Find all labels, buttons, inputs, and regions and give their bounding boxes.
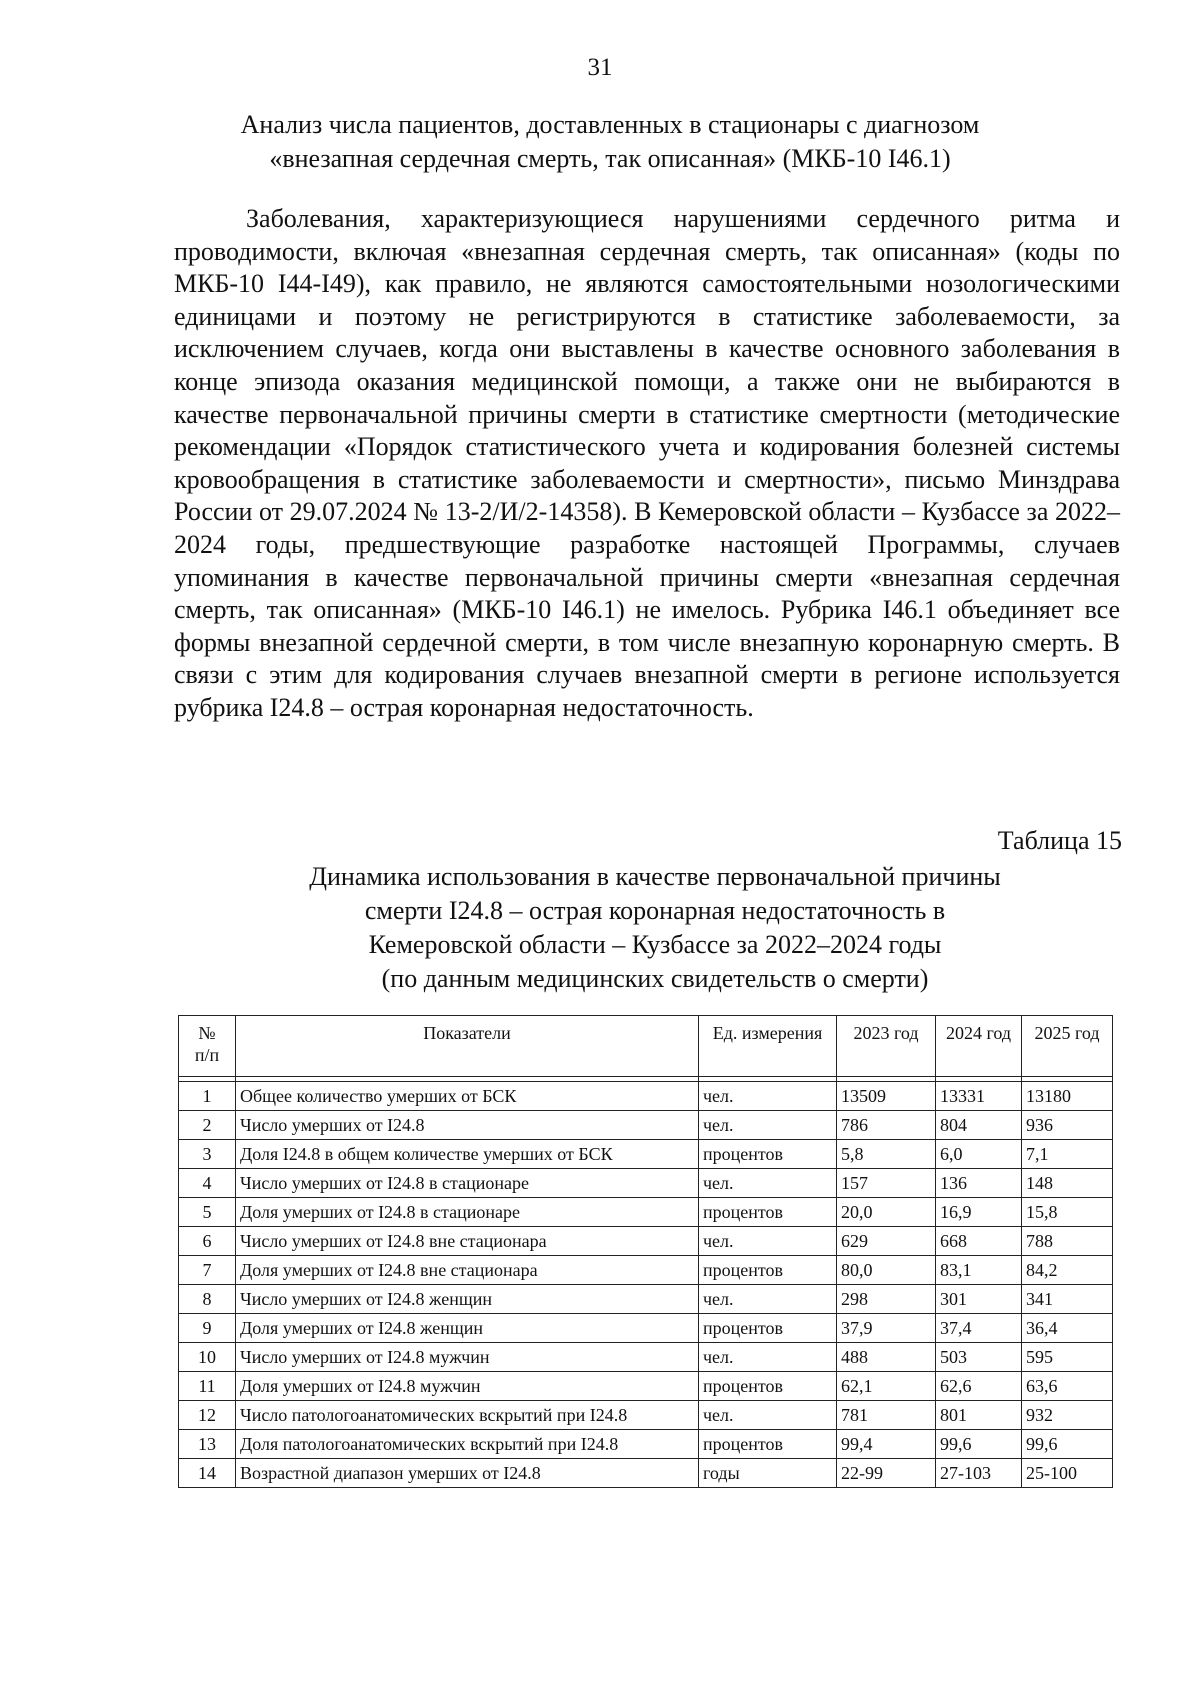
row-value-2023: 786 xyxy=(837,1111,936,1140)
row-value-2023: 781 xyxy=(837,1401,936,1430)
row-value-2024: 136 xyxy=(936,1169,1022,1198)
table-row xyxy=(179,1111,1113,1140)
row-unit: процентов xyxy=(699,1314,837,1343)
row-value-2024: 13331 xyxy=(936,1082,1022,1111)
row-number: 1 xyxy=(179,1082,236,1111)
row-value-2023: 629 xyxy=(837,1227,936,1256)
row-unit: процентов xyxy=(699,1430,837,1459)
table-title-line: смерти I24.8 – острая коронарная недостаточность в xyxy=(364,896,946,925)
row-value-2024: 668 xyxy=(936,1227,1022,1256)
row-indicator: Число умерших от I24.8 в стационаре xyxy=(236,1169,699,1198)
row-value-2023: 298 xyxy=(837,1285,936,1314)
row-value-2025: 936 xyxy=(1022,1111,1113,1140)
row-indicator: Доля умерших от I24.8 в стационаре xyxy=(236,1198,699,1227)
row-value-2025: 15,8 xyxy=(1022,1198,1113,1227)
table-title-line: Кемеровской области – Кузбассе за 2022–2024 годы xyxy=(368,930,942,959)
row-indicator: Доля умерших от I24.8 вне стационара xyxy=(236,1256,699,1285)
table-title-line: (по данным медицинских свидетельств о смерти) xyxy=(381,964,929,993)
table-number: Таблица 15 xyxy=(997,826,1122,855)
table-row xyxy=(179,1430,1113,1459)
table-row xyxy=(179,1227,1113,1256)
row-value-2025: 148 xyxy=(1022,1169,1113,1198)
row-value-2025: 341 xyxy=(1022,1285,1113,1314)
header-2023: 2023 год xyxy=(837,1016,936,1077)
row-value-2025: 932 xyxy=(1022,1401,1113,1430)
row-value-2023: 13509 xyxy=(837,1082,936,1111)
table-row xyxy=(179,1169,1113,1198)
row-indicator: Число умерших от I24.8 женщин xyxy=(236,1285,699,1314)
row-indicator: Число патологоанатомических вскрытий при I24.8 xyxy=(236,1401,699,1430)
row-value-2024: 37,4 xyxy=(936,1314,1022,1343)
row-value-2023: 5,8 xyxy=(837,1140,936,1169)
row-value-2025: 84,2 xyxy=(1022,1256,1113,1285)
row-unit: чел. xyxy=(699,1169,837,1198)
table-row xyxy=(179,1314,1113,1343)
section-heading-line: Анализ числа пациентов, доставленных в стационары с диагнозом xyxy=(240,110,980,139)
header-2025: 2025 год xyxy=(1022,1016,1113,1077)
row-number: 8 xyxy=(179,1285,236,1314)
section-heading-line: «внезапная сердечная смерть, так описанная» (МКБ-10 I46.1) xyxy=(269,144,951,173)
row-value-2024: 503 xyxy=(936,1343,1022,1372)
table-header-row xyxy=(179,1016,1113,1077)
row-number: 6 xyxy=(179,1227,236,1256)
row-value-2023: 37,9 xyxy=(837,1314,936,1343)
row-number: 3 xyxy=(179,1140,236,1169)
row-number: 2 xyxy=(179,1111,236,1140)
row-number: 12 xyxy=(179,1401,236,1430)
row-number: 5 xyxy=(179,1198,236,1227)
row-number: 4 xyxy=(179,1169,236,1198)
row-value-2023: 22-99 xyxy=(837,1459,936,1488)
row-unit: процентов xyxy=(699,1256,837,1285)
table-row xyxy=(179,1256,1113,1285)
row-unit: чел. xyxy=(699,1227,837,1256)
row-value-2024: 801 xyxy=(936,1401,1022,1430)
row-value-2023: 488 xyxy=(837,1343,936,1372)
row-indicator: Возрастной диапазон умерших от I24.8 xyxy=(236,1459,699,1488)
row-value-2025: 13180 xyxy=(1022,1082,1113,1111)
row-value-2024: 804 xyxy=(936,1111,1022,1140)
row-number: 13 xyxy=(179,1430,236,1459)
row-indicator: Число умерших от I24.8 мужчин xyxy=(236,1343,699,1372)
section-heading xyxy=(180,108,1040,176)
row-unit: чел. xyxy=(699,1082,837,1111)
table-title-line: Динамика использования в качестве первоначальной причины xyxy=(309,862,1001,891)
header-2024: 2024 год xyxy=(936,1016,1022,1077)
header-indicator: Показатели xyxy=(236,1016,699,1077)
table-row xyxy=(179,1082,1113,1111)
row-number: 11 xyxy=(179,1372,236,1401)
row-value-2023: 62,1 xyxy=(837,1372,936,1401)
row-unit: чел. xyxy=(699,1343,837,1372)
statistics-table xyxy=(178,1015,1113,1488)
row-indicator: Доля патологоанатомических вскрытий при I24.8 xyxy=(236,1430,699,1459)
table-row xyxy=(179,1285,1113,1314)
row-value-2023: 80,0 xyxy=(837,1256,936,1285)
table-title xyxy=(195,860,1115,996)
header-number: № п/п xyxy=(179,1016,236,1077)
page-number: 31 xyxy=(587,54,613,81)
table-row xyxy=(179,1401,1113,1430)
row-value-2025: 595 xyxy=(1022,1343,1113,1372)
row-unit: годы xyxy=(699,1459,837,1488)
header-unit: Ед. измерения xyxy=(699,1016,837,1077)
row-value-2023: 157 xyxy=(837,1169,936,1198)
body-paragraph: Заболевания, характеризующиеся нарушениями сердечного ритма и проводимости, включая «внезапная сердечная смерть, так описанная» (коды по МКБ-10 I44-I49), как правило, не являются самостоятельными нозологическими единицами и поэтому не регистрируются в статистике заболеваемости, за исключением случаев, когда они выставлены в качестве основного заболевания в конце эпизода оказания медицинской помощи, а также они не выбираются в качестве первоначальной причины смерти в статистике смертности (методические рекомендации «Порядок статистического учета и кодирования болезней системы кровообращения в статистике заболеваемости и смертности», письмо Минздрава России от 29.07.2024 № 13-2/И/2-14358). В Кемеровской области – Кузбассе за 2022–2024 годы, предшествующие разработке настоящей Программы, случаев упоминания в качестве первоначальной причины смерти «внезапная сердечная смерть, так описанная» (МКБ-10 I46.1) не имелось. Рубрика I46.1 объединяет все формы внезапной сердечной смерти, в том числе внезапную коронарную смерть. В связи с этим для кодирования случаев внезапной смерти в регионе используется рубрика I24.8 – острая коронарная недостаточность. xyxy=(174,204,1120,722)
row-value-2025: 788 xyxy=(1022,1227,1113,1256)
row-value-2024: 99,6 xyxy=(936,1430,1022,1459)
row-value-2024: 62,6 xyxy=(936,1372,1022,1401)
row-number: 10 xyxy=(179,1343,236,1372)
row-number: 14 xyxy=(179,1459,236,1488)
row-number: 9 xyxy=(179,1314,236,1343)
row-unit: чел. xyxy=(699,1285,837,1314)
row-value-2025: 7,1 xyxy=(1022,1140,1113,1169)
row-unit: чел. xyxy=(699,1401,837,1430)
row-indicator: Число умерших от I24.8 вне стационара xyxy=(236,1227,699,1256)
row-value-2024: 16,9 xyxy=(936,1198,1022,1227)
table-body xyxy=(179,1082,1113,1488)
row-unit: чел. xyxy=(699,1111,837,1140)
row-unit: процентов xyxy=(699,1198,837,1227)
row-value-2023: 20,0 xyxy=(837,1198,936,1227)
row-number: 7 xyxy=(179,1256,236,1285)
row-indicator: Доля умерших от I24.8 мужчин xyxy=(236,1372,699,1401)
row-indicator: Общее количество умерших от БСК xyxy=(236,1082,699,1111)
row-value-2024: 301 xyxy=(936,1285,1022,1314)
row-value-2024: 6,0 xyxy=(936,1140,1022,1169)
row-value-2024: 83,1 xyxy=(936,1256,1022,1285)
row-indicator: Доля умерших от I24.8 женщин xyxy=(236,1314,699,1343)
table-row xyxy=(179,1372,1113,1401)
body-text xyxy=(174,203,1120,725)
row-value-2023: 99,4 xyxy=(837,1430,936,1459)
row-unit: процентов xyxy=(699,1372,837,1401)
row-value-2025: 36,4 xyxy=(1022,1314,1113,1343)
table-row xyxy=(179,1198,1113,1227)
row-indicator: Число умерших от I24.8 xyxy=(236,1111,699,1140)
table-row xyxy=(179,1459,1113,1488)
row-value-2024: 27-103 xyxy=(936,1459,1022,1488)
row-value-2025: 99,6 xyxy=(1022,1430,1113,1459)
table-row xyxy=(179,1140,1113,1169)
row-value-2025: 25-100 xyxy=(1022,1459,1113,1488)
table-row xyxy=(179,1343,1113,1372)
row-value-2025: 63,6 xyxy=(1022,1372,1113,1401)
row-unit: процентов xyxy=(699,1140,837,1169)
row-indicator: Доля I24.8 в общем количестве умерших от БСК xyxy=(236,1140,699,1169)
